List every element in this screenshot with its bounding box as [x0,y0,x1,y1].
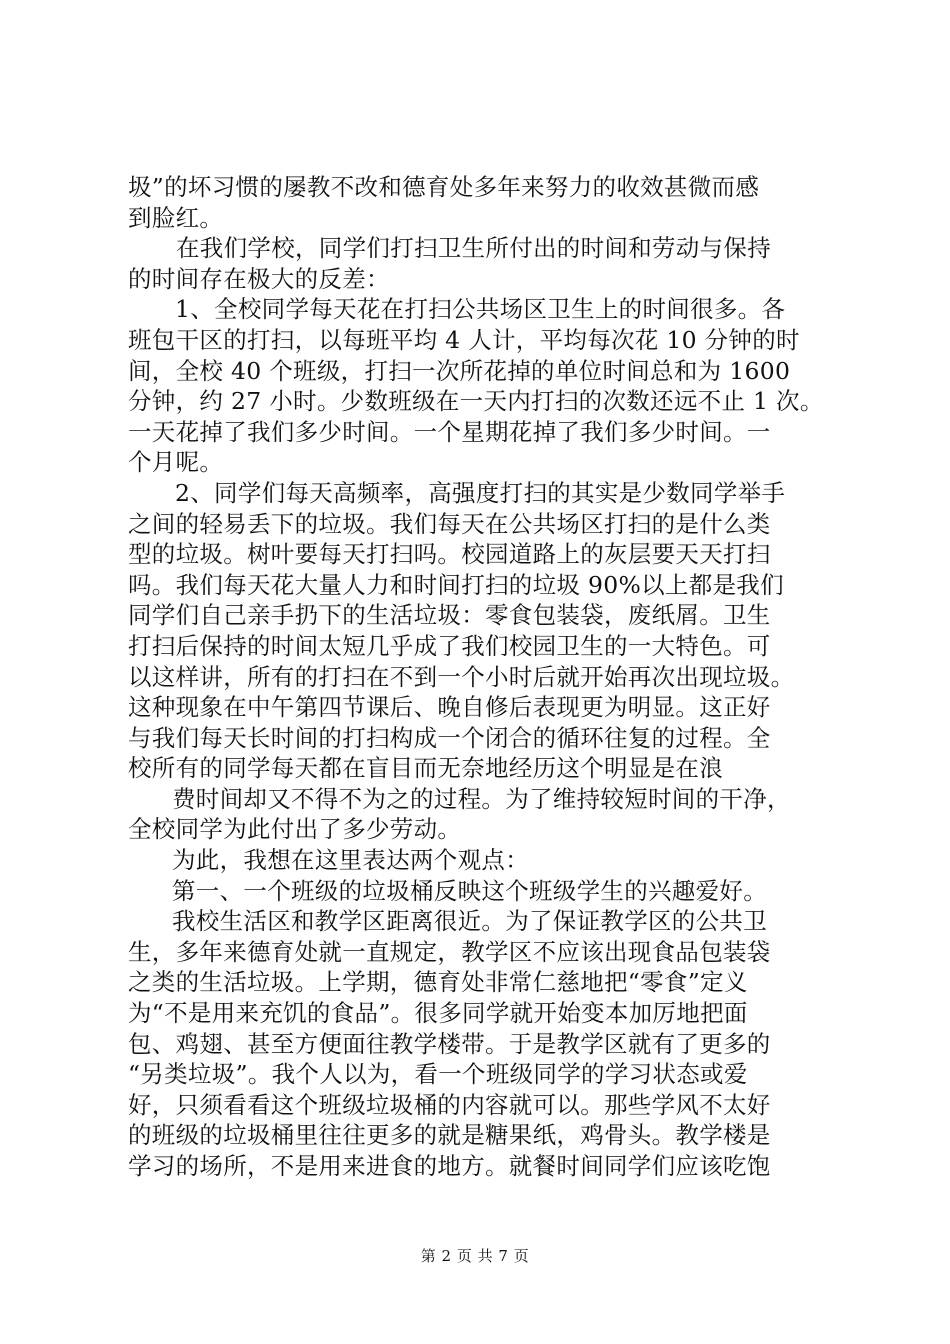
text-line: 这种现象在中午第四节课后、晚自修后表现更为明显。这正好 [128,693,771,722]
text-line: 与我们每天长时间的打扫构成一个闭合的循环往复的过程。全 [128,723,771,752]
text-line: 型的垃圾。树叶要每天打扫吗。校园道路上的灰层要天天打扫 [128,540,771,569]
text-line: 的时间存在极大的反差： [128,264,390,293]
text-line: 第一、一个班级的垃圾桶反映这个班级学生的兴趣爱好。 [172,876,767,905]
document-body [128,172,840,1182]
text-line: 以这样讲，所有的打扫在不到一个小时后就开始再次出现垃圾。 [128,662,795,691]
text-line: 为“不是用来充饥的食品”。很多同学就开始变本加厉地把面 [128,999,748,1028]
text-line: 之类的生活垃圾。上学期，德育处非常仁慈地把“零食”定义 [128,968,748,997]
text-line: 分钟，约 27 小时。少数班级在一天内打扫的次数还远不止 1 次。 [128,387,824,416]
text-line: 个月呢。 [128,448,224,477]
page-number-footer: 第 2 页 共 7 页 [420,1247,530,1265]
text-line: 1、全校同学每天花在打扫公共场区卫生上的时间很多。各 [175,295,786,324]
text-line: 生，多年来德育处就一直规定，教学区不应该出现食品包装袋 [128,937,771,966]
text-line: 班包干区的打扫，以每班平均 4 人计，平均每次花 10 分钟的时 [128,325,800,354]
text-line: 圾”的坏习惯的屡教不改和德育处多年来努力的收效甚微而感 [128,173,760,201]
text-line: 2、同学们每天高频率，高强度打扫的其实是少数同学举手 [175,478,786,507]
text-line: 在我们学校，同学们打扫卫生所付出的时间和劳动与保持 [176,234,771,263]
text-line: 吗。我们每天花大量人力和时间打扫的垃圾 90%以上都是我们 [128,570,784,599]
text-line: 打扫后保持的时间太短几乎成了我们校园卫生的一大特色。可 [128,631,771,660]
text-line: 同学们自己亲手扔下的生活垃圾：零食包装袋，废纸屑。卫生 [128,601,771,630]
text-line: 一天花掉了我们多少时间。一个星期花掉了我们多少时间。一 [128,417,771,446]
text-line: 为此，我想在这里表达两个观点： [172,846,529,875]
text-line: 学习的场所，不是用来进食的地方。就餐时间同学们应该吃饱 [128,1152,771,1180]
text-line: 到脸红。 [128,203,224,232]
text-line: 我校生活区和教学区距离很近。为了保证教学区的公共卫 [172,907,767,936]
text-line: “另类垃圾”。我个人以为，看一个班级同学的学习状态或爱 [128,1060,748,1089]
text-line: 之间的轻易丢下的垃圾。我们每天在公共场区打扫的是什么类 [128,509,771,538]
text-line: 的班级的垃圾桶里往往更多的就是糖果纸，鸡骨头。教学楼是 [128,1121,771,1150]
text-line: 全校同学为此付出了多少劳动。 [128,815,462,844]
text-line: 校所有的同学每天都在盲目而无奈地经历这个明显是在浪 [128,754,723,783]
text-line: 间，全校 40 个班级，打扫一次所花掉的单位时间总和为 1600 [128,356,791,385]
text-line: 好，只须看看这个班级垃圾桶的内容就可以。那些学风不太好 [128,1090,771,1119]
text-line: 费时间却又不得不为之的过程。为了维持较短时间的干净， [172,784,791,813]
text-line: 包、鸡翅、甚至方便面往教学楼带。于是教学区就有了更多的 [128,1029,771,1058]
